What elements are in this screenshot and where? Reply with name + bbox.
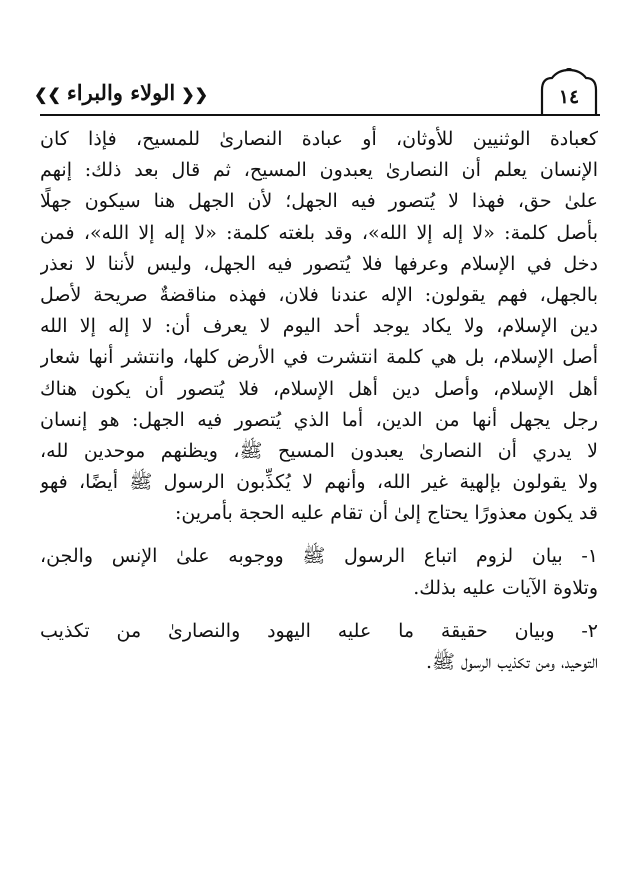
header-rule-under-number — [538, 114, 600, 116]
page-header — [34, 68, 600, 120]
ornament-left-icon: ❯❯ — [34, 85, 61, 104]
text-line: لا يدري أن النصارىٰ يعبدون المسيح ﷺ، ويظنهم موحدين لله، — [40, 439, 598, 462]
text-line: قد يكون معذورًا يحتاج إلىٰ أن تقام عليه الحجة بأمرين: — [174, 502, 598, 525]
text-line: دين الإسلام، ولا يكاد يوجد أحد اليوم لا يعرف أن: لا إله إلا الله — [40, 315, 598, 338]
text-line: رجل يجهل أنها من الدين، أما الذي يُتصور فيه الجهل: هو إنسان — [40, 408, 598, 431]
page-number-frame — [538, 68, 600, 112]
header-rule — [40, 114, 540, 116]
text-line: بالجهل، فهم يقولون: الإله عندنا فلان، فهذه مناقضةٌ صريحة لأصل — [40, 283, 598, 306]
text-line: الإنسان يعلم أن النصارىٰ يعبدون المسيح، ثم قال بعد ذلك: إنهم — [40, 159, 598, 182]
running-title — [34, 80, 214, 105]
text-line: ولا يقولون بإلهية غير الله، وأنهم لا يُكذِّبون الرسول ﷺ أيضًا، فهو — [40, 471, 598, 494]
running-title-text: الولاء والبراء — [66, 80, 176, 105]
text-line: أصل الإسلام، بل هي كلمة انتشرت في الأرض كلها، وانتشر أنها شعار — [40, 346, 598, 369]
text-line: ٢- وبيان حقيقة ما عليه اليهود والنصارىٰ من تكذيب — [40, 619, 598, 642]
ornament-right-icon: ❮❮ — [181, 85, 208, 104]
point-2 — [40, 616, 598, 678]
text-line: دخل في الإسلام وعرفها فلا يُتصور فيه الجهل، وليس لأننا لا نعذر — [40, 252, 598, 275]
text-line: بأصل كلمة: «لا إله إلا الله»، وقد بلغته كلمة: «لا إله إلا الله»، فمن — [40, 221, 598, 244]
paragraph-gap — [40, 604, 598, 616]
point-1 — [40, 541, 598, 603]
text-line: علىٰ حق، فهذا لا يُتصور فيه الجهل؛ لأن الجهل هنا سيكون جهلًا — [40, 190, 598, 213]
text-line: ١- بيان لزوم اتباع الرسول ﷺ ووجوبه علىٰ الإنس والجن، — [40, 545, 598, 568]
text-line: أهل الإسلام، وأصل دين أهل الإسلام، فلا يُتصور أن يكون هناك — [40, 377, 598, 400]
page-number: ١٤ — [558, 86, 580, 108]
page-body — [40, 124, 598, 678]
text-line: وتلاوة الآيات عليه بذلك. — [413, 576, 598, 599]
paragraph-gap — [40, 529, 598, 541]
text-line: كعبادة الوثنيين للأوثان، أو عبادة النصارىٰ للمسيح، فإذا كان — [40, 128, 598, 150]
text-line: التوحيد، ومن تكذيب الرسول ﷺ. — [425, 651, 598, 673]
paragraph-1 — [40, 124, 598, 529]
